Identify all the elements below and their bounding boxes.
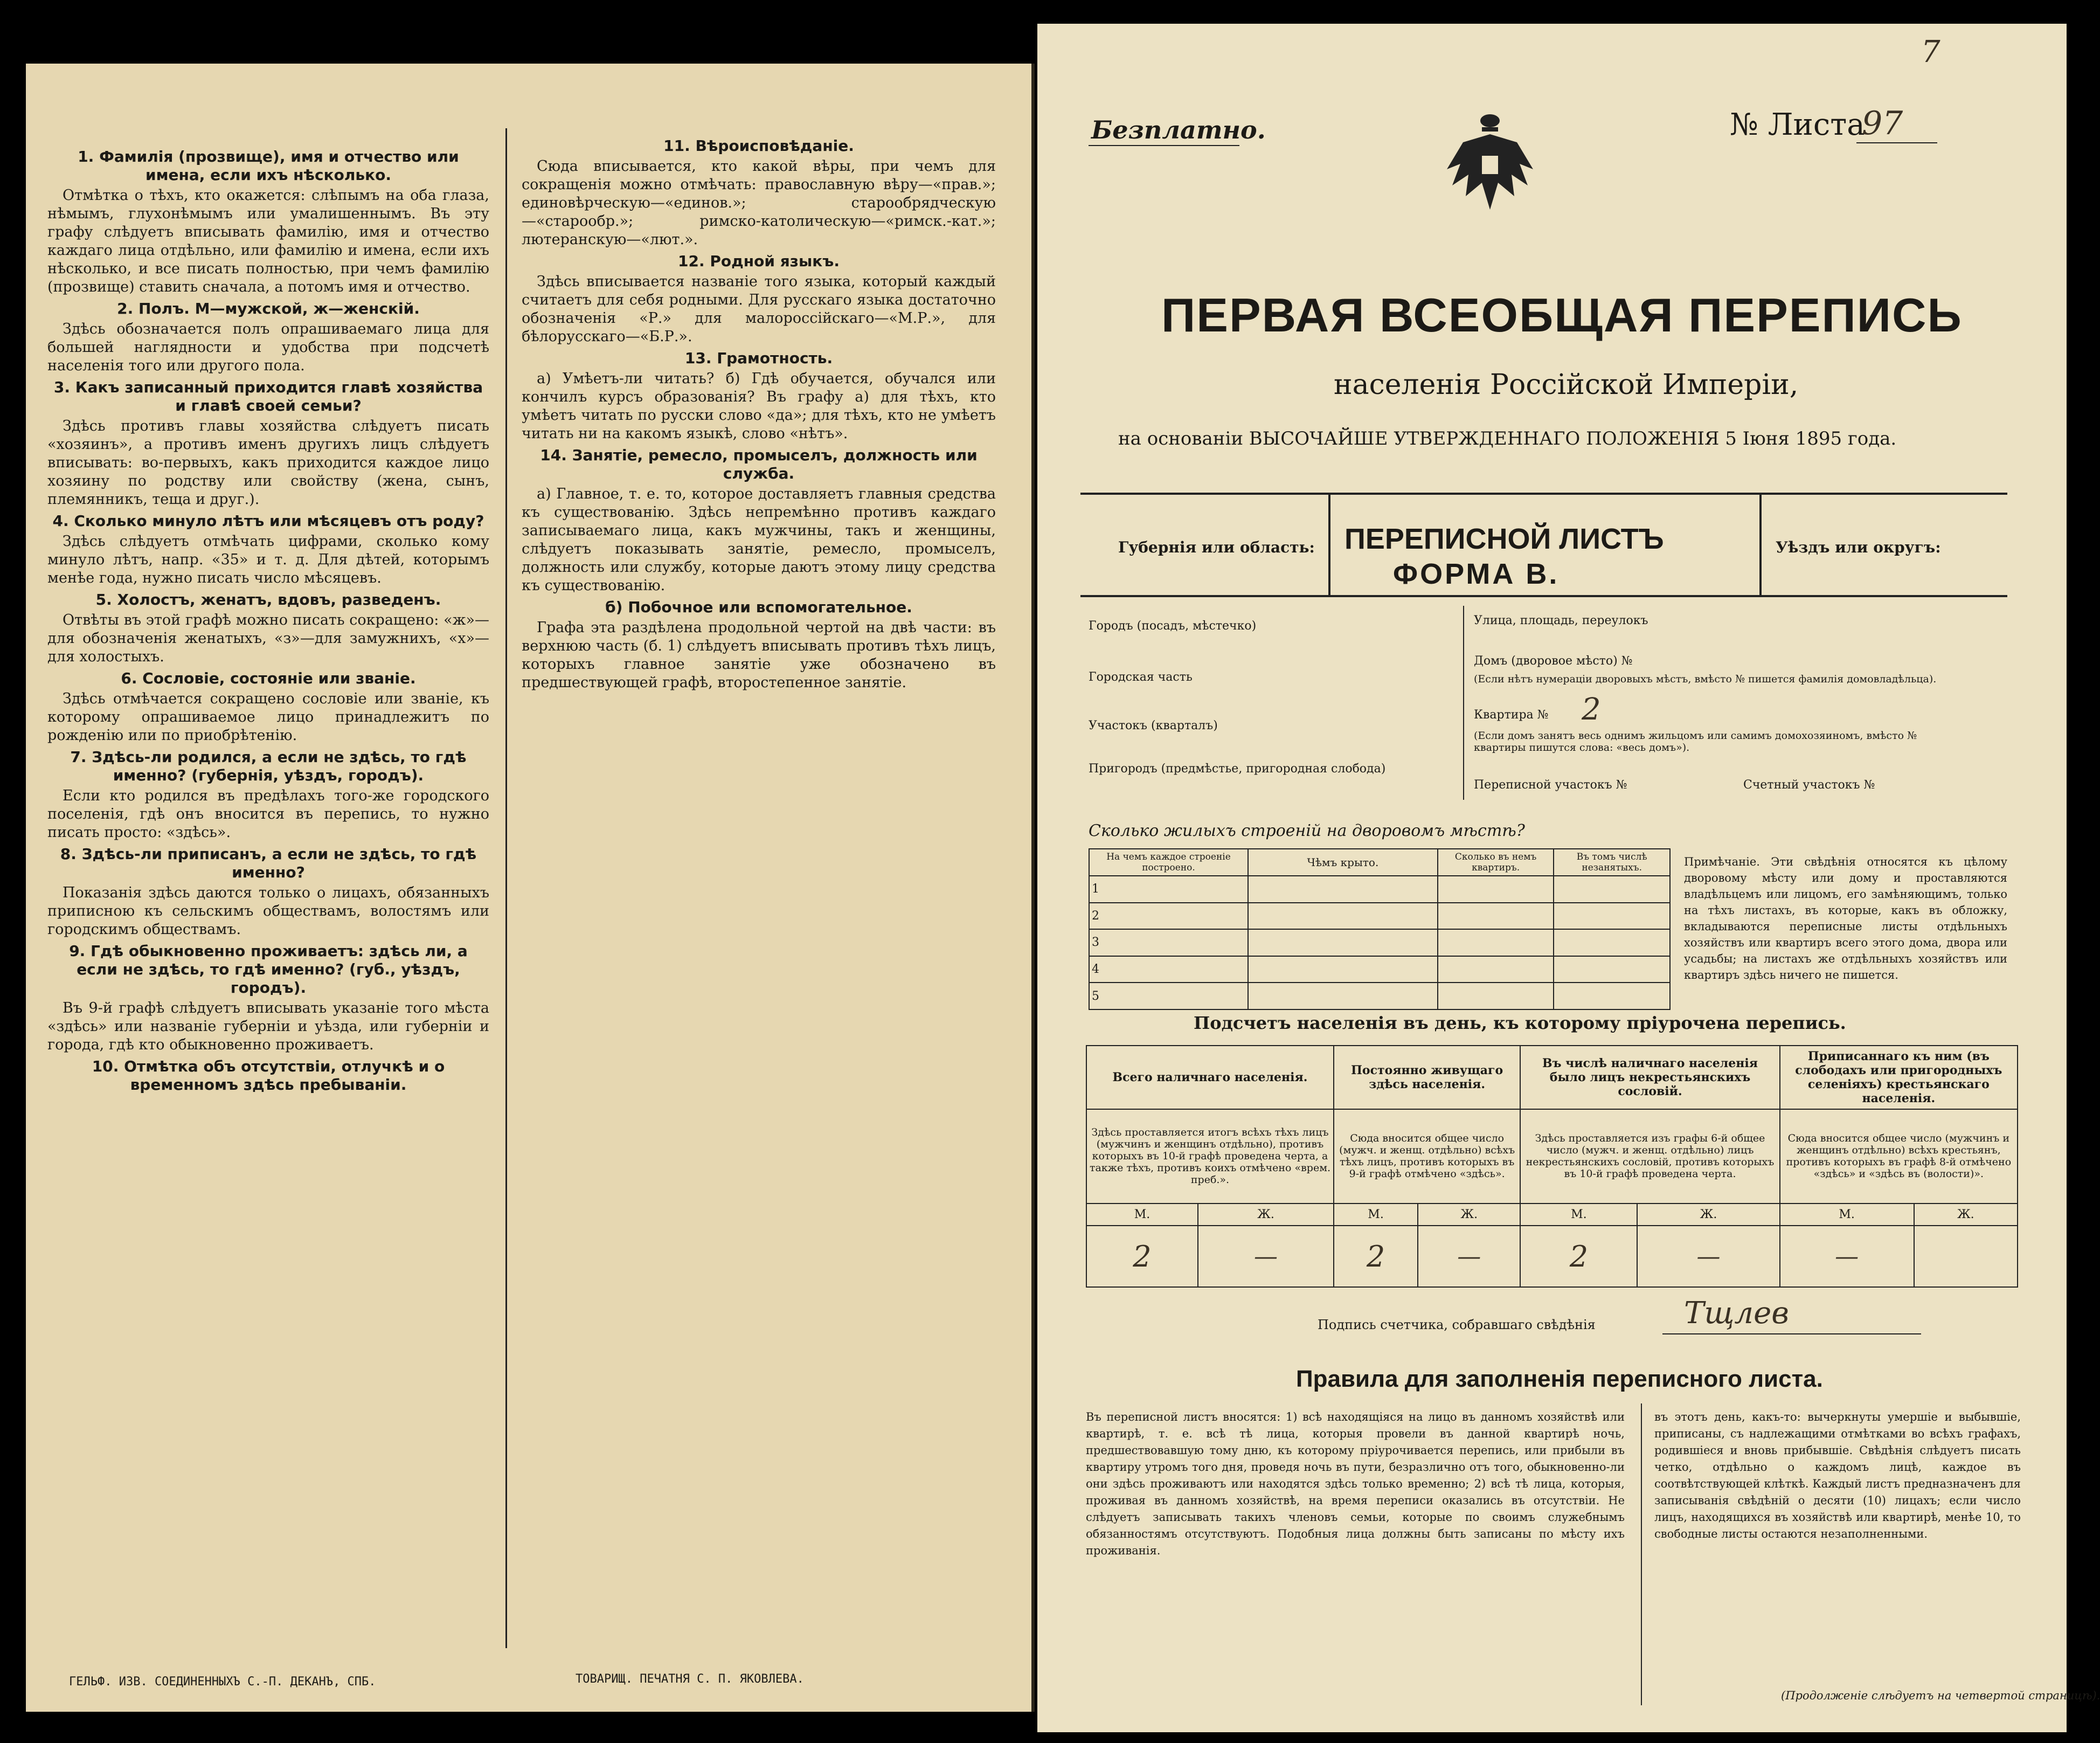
buildings-table [1089, 848, 1671, 1010]
signature-line [1662, 1333, 1921, 1334]
instruction-text: Отмѣтка о тѣхъ, кто окажется: слѣпымъ на оба глаза, нѣмымъ, глухонѣмымъ или умалишеннымъ. Въ эту графу слѣдуетъ вписывать фамилію, имя и отчество каждаго лица отдѣльно, или фамилію и имена, если ихъ нѣсколько, и все писать полностью, при чемъ фамилію (прозвище) ставить сначала, а потомъ имя и отчество. [47, 187, 489, 295]
count-desc: Здѣсь проставляется итогъ всѣхъ тѣхъ лицъ (мужчинъ и женщинъ отдѣльно), противъ которыхъ въ 10-й графѣ проведена черта, а также тѣхъ, противъ коихъ отмѣчено «врем. преб.». [1086, 1109, 1334, 1204]
rules-title: Правила для заполненія переписного листа. [1296, 1366, 1823, 1392]
buildings-row-number: 1 [1089, 876, 1248, 903]
left-footer-2: ТОВАРИЩ. ПЕЧАТНЯ С. П. ЯКОВЛЕВА. [576, 1672, 804, 1686]
count-desc: Сюда вносится общее число (мужчинъ и женщинъ отдѣльно) всѣхъ крестьянъ, противъ которыхъ въ графѣ 8-й отмѣчено «здѣсь» и «здѣсь въ (волости)». [1780, 1109, 2018, 1204]
instruction-heading: 6. Сословіе, состояніе или званіе. [121, 669, 416, 687]
rules-column-2: въ этотъ день, какъ-то: вычеркнуты умершіе и выбывшіе, приписаны, съ надлежащими отмѣтками во всѣхъ графахъ, родившіеся и вновь прибывшіе. Свѣдѣнія слѣдуетъ писать четко, отдѣльно о каждомъ лицѣ, каждое въ соотвѣтствующей клѣткѣ. Каждый листъ предназначенъ для записыванія свѣдѣній о десяти (10) лицахъ; если число лицъ, находящихся въ хозяйствѣ или квартирѣ, менѣе 10, то свободные листы остаются незаполненными. [1654, 1410, 2021, 1540]
population-count-table [1086, 1045, 2018, 1288]
rules-continuation: (Продолженіе слѣдуетъ на четвертой страницѣ). [1781, 1689, 2100, 1702]
instruction-heading: 10. Отмѣтка объ отсутствіи, отлучкѣ и о временномъ здѣсь пребываніи. [92, 1057, 445, 1094]
buildings-header: Въ томъ числѣ незанятыхъ. [1554, 849, 1670, 876]
header-bottom-rule [1080, 595, 2007, 597]
kvartira-note: (Если домъ занятъ весь однимъ жильцомъ или самимъ домохозяиномъ, вмѣсто № квартиры пишутся слова: «весь домъ»). [1474, 730, 1917, 753]
count-value: 2 [1520, 1226, 1637, 1287]
buildings-header: Чѣмъ крыто. [1248, 849, 1438, 876]
buildings-row-number: 3 [1089, 929, 1248, 956]
instruction-text: Здѣсь обозначается полъ опрашиваемаго лица для большей наглядности и удобства при подсчетѣ населенія того или другого пола. [47, 321, 489, 374]
count-header: Постоянно живущаго здѣсь населенія. [1334, 1046, 1520, 1109]
count-header: Въ числѣ наличнаго населенія было лицъ некрестьянскихъ сословій. [1520, 1046, 1779, 1109]
count-value: — [1780, 1226, 1914, 1287]
gubernia-label: Губернія или область: [1118, 538, 1315, 556]
instruction-text: Отвѣты въ этой графѣ можно писать сокращено: «ж»—для обозначенія женатыхъ, «з»—для замужнихъ, «х»—для холостыхъ. [47, 612, 489, 665]
instruction-heading: 9. Гдѣ обыкновенно проживаетъ: здѣсь ли, а если не здѣсь, то гдѣ именно? (губ., уѣздъ, городъ). [69, 942, 468, 997]
instruction-heading: 2. Полъ. М—мужской, ж—женскій. [117, 300, 420, 317]
count-header: Всего наличнаго населенія. [1086, 1046, 1334, 1109]
rules-divider [1641, 1403, 1642, 1705]
free-underline [1089, 145, 1239, 146]
instruction-text: Въ 9-й графѣ слѣдуетъ вписывать указаніе того мѣста «здѣсь» или названіе губерніи и уѣзда, или губерніи и города, гдѣ кто обыкновенно проживаетъ. [47, 1000, 489, 1053]
uezd-label: Уѣздъ или округъ: [1776, 538, 1941, 556]
kvartira-label: Квартира № [1474, 708, 1549, 722]
buildings-row-number: 4 [1089, 956, 1248, 983]
right-page [1037, 24, 2100, 1732]
buildings-header: Сколько въ немъ квартиръ. [1438, 849, 1554, 876]
count-desc: Здѣсь проставляется изъ графы 6-й общее число (мужч. и женщ. отдѣльно) лицъ некрестьянскихъ сословій, противъ которыхъ въ 10-й графѣ проведена черта. [1520, 1109, 1779, 1204]
buildings-row-number: 2 [1089, 903, 1248, 930]
instruction-text: Здѣсь слѣдуетъ отмѣчать цифрами, сколько кому минуло лѣтъ, напр. «35» и т. д. Для дѣтей, которымъ менѣе года, нужно писать число мѣсяцевъ. [47, 533, 489, 586]
left-footer-1: ГЕЛЬФ. ИЗВ. СОЕДИНЕННЫХЪ С.-П. ДЕКАНЪ, СПБ. [69, 1675, 376, 1689]
address-divider [1463, 606, 1464, 800]
male-header: М. [1520, 1204, 1637, 1226]
female-header: Ж. [1637, 1204, 1779, 1226]
instruction-heading: 3. Какъ записанный приходится главѣ хозяйства и главѣ своей семьи? [53, 378, 483, 414]
form-title: ПЕРЕПИСНОЙ ЛИСТЪ [1344, 523, 1664, 555]
instruction-heading: б) Побочное или вспомогательное. [605, 598, 912, 616]
column-divider [505, 128, 507, 1648]
instruction-text: а) Умѣетъ-ли читать? б) Гдѣ обучается, обучался или кончилъ курсъ образованія? Въ графу а) для тѣхъ, кто умѣетъ читать по русски слово «да»; для тѣхъ, кто не умѣетъ читать ни на какомъ языкѣ, слово «нѣтъ». [522, 370, 996, 442]
chast-label: Городская часть [1089, 670, 1193, 684]
instruction-text: Показанія здѣсь даются только о лицахъ, обязанныхъ приписною къ сельскимъ обществамъ, волостямъ или городскимъ обществамъ. [47, 884, 489, 938]
perepisnoy-label: Переписной участокъ № [1474, 778, 1627, 792]
form-subtitle: ФОРМА В. [1393, 558, 1560, 590]
instruction-heading: 13. Грамотность. [684, 349, 833, 367]
instruction-heading: 12. Родной языкъ. [678, 252, 840, 270]
instructions-column-1 [47, 144, 489, 1643]
signature: Тщлев [1684, 1296, 1789, 1331]
count-value: 2 [1334, 1226, 1418, 1287]
female-header: Ж. [1914, 1204, 2018, 1226]
instruction-heading: 11. Вѣроисповѣданіе. [663, 137, 854, 155]
instruction-text: Сюда вписывается, кто какой вѣры, при чемъ для сокращенія можно отмѣчать: православную вѣру—«прав.»; единовѣрческую—«единов.»; старообрядческую—«старообр.»; римско-католическую—«римск.-кат.»; лютеранскую—«лют.». [522, 158, 996, 248]
instruction-text: Здѣсь противъ главы хозяйства слѣдуетъ писать «хозяинъ», а противъ именъ другихъ лицъ слѣдуетъ вписывать: во-первыхъ, какъ приходится каждое лицо хозяину по родству или свойству (жена, сынъ, племянникъ, теща и друг.). [47, 418, 489, 508]
instruction-text: Здѣсь вписывается названіе того языка, который каждый считаетъ для себя родными. Для русскаго языка достаточно обозначенія «Р.» для малороссійскаго—«М.Р.», для бѣлорусскаго—«Б.Р.». [522, 273, 996, 345]
instruction-text: Графа эта раздѣлена продольной чертой на двѣ части: въ верхнюю часть (б. 1) слѣдуетъ вписывать противъ тѣхъ лицъ, которыхъ главное занятіе уже обозначено въ предшествующей графѣ, второстепенное занятіе. [522, 619, 996, 691]
schetny-label: Счетный участокъ № [1743, 778, 1875, 792]
buildings-question: Сколько жилыхъ строеній на дворовомъ мѣстѣ? [1089, 821, 1525, 840]
gorod-label: Городъ (посадъ, мѣстечко) [1089, 619, 1257, 633]
instruction-heading: 8. Здѣсь-ли приписанъ, а если не здѣсь, то гдѣ именно? [60, 845, 477, 881]
buildings-note: Примѣчаніе. Эти свѣдѣнія относятся къ цѣлому дворовому мѣсту или дому и проставляются владѣльцемъ или лицомъ, его замѣняющимъ, только на тѣхъ листахъ, въ которые, какъ въ обложку, вкладываются переписные листы отдѣльныхъ хозяйствъ или квартиръ всего этого дома, двора или усадьбы; на листахъ же отдѣльныхъ хозяйствъ или квартиръ здѣсь ничего не пишется. [1684, 855, 2007, 981]
instructions-column-2 [522, 134, 996, 1643]
header-divider-2 [1759, 493, 1762, 595]
count-title: Подсчетъ населенія въ день, къ которому пріурочена перепись. [1194, 1013, 1846, 1033]
instruction-heading: 14. Занятіе, ремесло, промыселъ, должность или служба. [540, 446, 978, 482]
sheet-number-value: 97 [1862, 105, 1903, 142]
count-desc: Сюда вносится общее число (мужч. и женщ. отдѣльно) всѣхъ тѣхъ лицъ, противъ которыхъ въ 9-й графѣ отмѣчено «здѣсь». [1334, 1109, 1520, 1204]
instruction-heading: 7. Здѣсь-ли родился, а если не здѣсь, то гдѣ именно? (губернія, уѣздъ, городъ). [70, 748, 467, 784]
count-value: — [1198, 1226, 1334, 1287]
sheet-number-line [1856, 142, 1937, 143]
dom-note: (Если нѣтъ нумераціи дворовыхъ мѣстъ, вмѣсто № пишется фамилія домовладѣльца). [1474, 673, 1937, 685]
male-header: М. [1780, 1204, 1914, 1226]
instruction-text: а) Главное, т. е. то, которое доставляетъ главныя средства къ существованію. Здѣсь непремѣнно противъ каждаго записываемаго лица, какъ мужчины, такъ и женщины, слѣдуетъ показывать занятіе, ремесло, промыселъ, должность или службу, которые даютъ этому лицу средства къ существованію. [522, 486, 996, 594]
count-value: — [1418, 1226, 1520, 1287]
instruction-heading: 1. Фамилія (прозвище), имя и отчество или имена, если ихъ нѣсколько. [78, 148, 459, 184]
sheet-number-label: № Листа [1730, 107, 1865, 142]
signature-label: Подпись счетчика, собравшаго свѣдѣнія [1318, 1317, 1596, 1332]
page-title: ПЕРВАЯ ВСЕОБЩАЯ ПЕРЕПИСЬ [1161, 288, 1963, 342]
count-header: Приписаннаго къ ним (въ слободахъ или пригородныхъ селеніяхъ) крестьянскаго населенія. [1780, 1046, 2018, 1109]
buildings-header: На чемъ каждое строеніе построено. [1089, 849, 1248, 876]
male-header: М. [1086, 1204, 1198, 1226]
male-header: М. [1334, 1204, 1418, 1226]
instruction-heading: 4. Сколько минуло лѣтъ или мѣсяцевъ отъ роду? [52, 512, 484, 530]
instruction-text: Здѣсь отмѣчается сокращено сословіе или званіе, къ которому опрашиваемое лицо принадлежитъ по рожденію или по приобрѣтенію. [47, 690, 489, 744]
corner-mark: 7 [1921, 34, 1940, 70]
subtitle: населенія Россійской Имперіи, [1334, 369, 1799, 401]
imperial-eagle-emblem [1441, 110, 1538, 218]
buildings-row-number: 5 [1089, 983, 1248, 1009]
kvartira-value: 2 [1582, 692, 1601, 727]
left-page [26, 64, 1035, 1712]
ulitsa-label: Улица, площадь, переулокъ [1474, 614, 1648, 627]
female-header: Ж. [1418, 1204, 1520, 1226]
count-value: 2 [1086, 1226, 1198, 1287]
instruction-text: Если кто родился въ предѣлахъ того-же городского поселенія, гдѣ онъ вносится въ перепись, то нужно писать просто: «здѣсь». [47, 787, 489, 841]
header-divider-1 [1328, 493, 1330, 595]
dom-label: Домъ (дворовое мѣсто) № [1474, 654, 1633, 668]
instruction-heading: 5. Холостъ, женатъ, вдовъ, разведенъ. [95, 591, 441, 608]
rules-column-1: Въ переписной листъ вносятся: 1) всѣ находящіяся на лицо въ данномъ хозяйствѣ или квартирѣ, т. е. всѣ тѣ лица, которыя провели въ данной квартирѣ ночь, предшествовавшую тому дню, къ которому пріурочивается перепись, или прибыли въ квартиру утромъ того дня, проведя ночь въ пути, безразлично отъ того, обыкновенно-ли они здѣсь проживаютъ или находятся здѣсь только временно; 2) всѣ тѣ лица, которыя, проживая въ данномъ хозяйствѣ, на время переписи оказались въ отсутствіи. Не слѣдуетъ записывать такихъ членовъ семьи, которые по своимъ служебнымъ обязанностямъ отсутствуютъ. Подобныя лица должны быть записаны по мѣсту ихъ проживанія. [1086, 1410, 1625, 1557]
female-header: Ж. [1198, 1204, 1334, 1226]
count-value: — [1637, 1226, 1779, 1287]
prigorod-label: Пригородъ (предмѣстье, пригородная слобода) [1089, 762, 1386, 776]
uchastok-label: Участокъ (кварталъ) [1089, 719, 1218, 732]
basis-line: на основаніи ВЫСОЧАЙШЕ УТВЕРЖДЕННАГО ПОЛОЖЕНІЯ 5 Іюня 1895 года. [1118, 428, 1897, 449]
free-label: Безплатно. [1091, 115, 1266, 144]
header-top-rule [1080, 493, 2007, 495]
